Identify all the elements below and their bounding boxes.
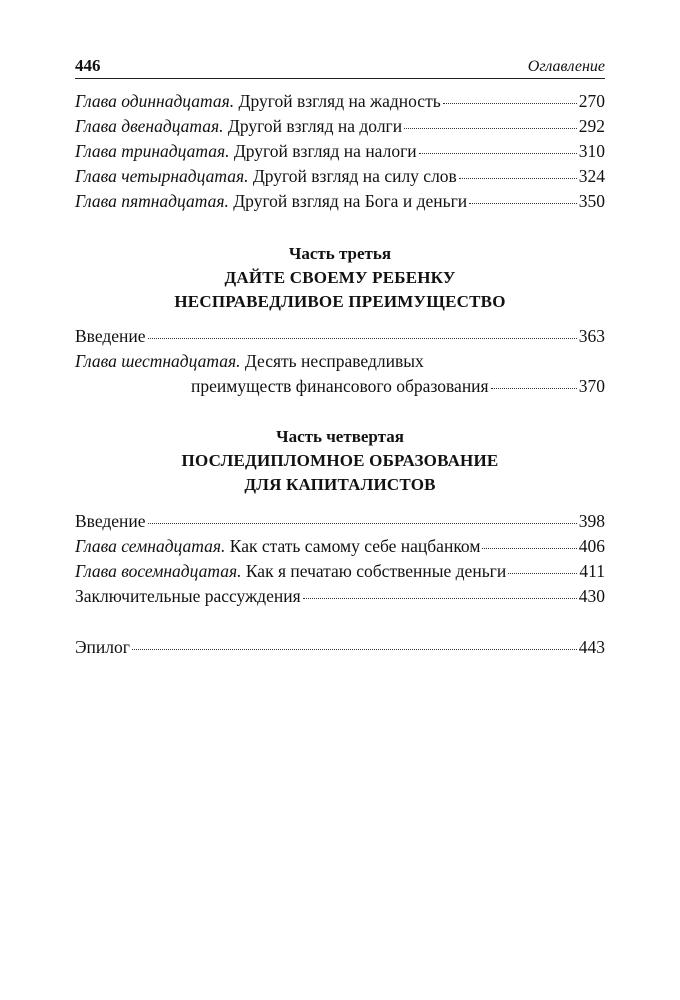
toc-entry-ch14[interactable] <box>75 164 605 189</box>
chapter-prefix: Глава пятнадцатая. <box>75 191 229 211</box>
dot-leader <box>482 533 576 549</box>
chapter-title: Другой взгляд на жадность <box>238 91 441 111</box>
page-ref: 443 <box>578 637 605 657</box>
dot-leader <box>419 138 577 154</box>
page-ref: 292 <box>578 116 605 136</box>
chapter-prefix: Глава семнадцатая. <box>75 536 226 556</box>
page-header <box>75 52 605 79</box>
part-title-line2: НЕСПРАВЕДЛИВОЕ ПРЕИМУЩЕСТВО <box>174 292 506 311</box>
toc-page <box>75 52 605 660</box>
dot-leader <box>148 323 577 339</box>
chapter-title: Другой взгляд на силу слов <box>252 166 457 186</box>
toc-entry-ch18[interactable] <box>75 559 605 584</box>
running-title: Оглавление <box>527 58 605 75</box>
chapter-prefix: Глава восемнадцатая. <box>75 561 242 581</box>
page-ref: 350 <box>578 191 605 211</box>
toc-entry-closing[interactable] <box>75 584 605 609</box>
chapter-title: Другой взгляд на долги <box>227 116 403 136</box>
chapter-title: Другой взгляд на налоги <box>233 141 417 161</box>
dot-leader <box>303 583 577 599</box>
page-ref: 324 <box>578 166 605 186</box>
toc-entry-epilogue[interactable] <box>75 635 605 660</box>
part-label: Часть четвертая <box>276 427 404 446</box>
toc-entry-part4-intro[interactable] <box>75 509 605 534</box>
page-ref: 430 <box>578 586 605 606</box>
page-ref: 398 <box>578 511 605 531</box>
chapter-prefix: Глава четырнадцатая. <box>75 166 249 186</box>
dot-leader <box>459 163 577 179</box>
part-label: Часть третья <box>288 244 392 263</box>
dot-leader <box>148 508 577 524</box>
toc-entry-part3-intro[interactable] <box>75 324 605 349</box>
part-title-line1: ДАЙТЕ СВОЕМУ РЕБЕНКУ <box>224 268 456 287</box>
dot-leader <box>508 558 577 574</box>
chapter-title-line2: преимуществ финансового образования <box>191 376 489 396</box>
part-title-line2: ДЛЯ КАПИТАЛИСТОВ <box>244 475 436 494</box>
chapter-title: Заключительные рассуждения <box>75 586 301 606</box>
chapter-title: Как стать самому себе нацбанком <box>229 536 481 556</box>
page-ref: 406 <box>578 536 605 556</box>
dot-leader <box>469 188 577 204</box>
chapter-prefix: Глава двенадцатая. <box>75 116 224 136</box>
chapter-prefix: Глава одиннадцатая. <box>75 91 235 111</box>
part-four-heading <box>75 425 605 497</box>
dot-leader <box>491 373 577 389</box>
toc-entry-ch13[interactable] <box>75 139 605 164</box>
dot-leader <box>404 113 577 129</box>
dot-leader <box>132 634 577 650</box>
chapter-title: Введение <box>75 326 146 346</box>
chapter-prefix: Глава тринадцатая. <box>75 141 230 161</box>
chapter-title: Как я печатаю собственные деньги <box>245 561 507 581</box>
chapter-title-line1: Десять несправедливых <box>244 351 424 371</box>
page-ref: 370 <box>578 376 605 396</box>
toc-entry-ch17[interactable] <box>75 534 605 559</box>
chapter-title: Другой взгляд на Бога и деньги <box>233 191 468 211</box>
part-three-heading <box>75 242 605 314</box>
chapter-title: Введение <box>75 511 146 531</box>
page-ref: 310 <box>578 141 605 161</box>
chapter-title: Эпилог <box>75 637 130 657</box>
toc-entry-ch12[interactable] <box>75 114 605 139</box>
page-ref: 411 <box>579 561 605 581</box>
dot-leader <box>443 88 577 104</box>
toc-entry-ch16[interactable] <box>75 349 605 399</box>
page-number: 446 <box>75 56 101 75</box>
toc-entry-ch15[interactable] <box>75 189 605 214</box>
page-ref: 270 <box>578 91 605 111</box>
toc-entry-ch11[interactable] <box>75 89 605 114</box>
page-ref: 363 <box>578 326 605 346</box>
chapter-prefix: Глава шестнадцатая. <box>75 351 241 371</box>
part-title-line1: ПОСЛЕДИПЛОМНОЕ ОБРАЗОВАНИЕ <box>181 451 499 470</box>
